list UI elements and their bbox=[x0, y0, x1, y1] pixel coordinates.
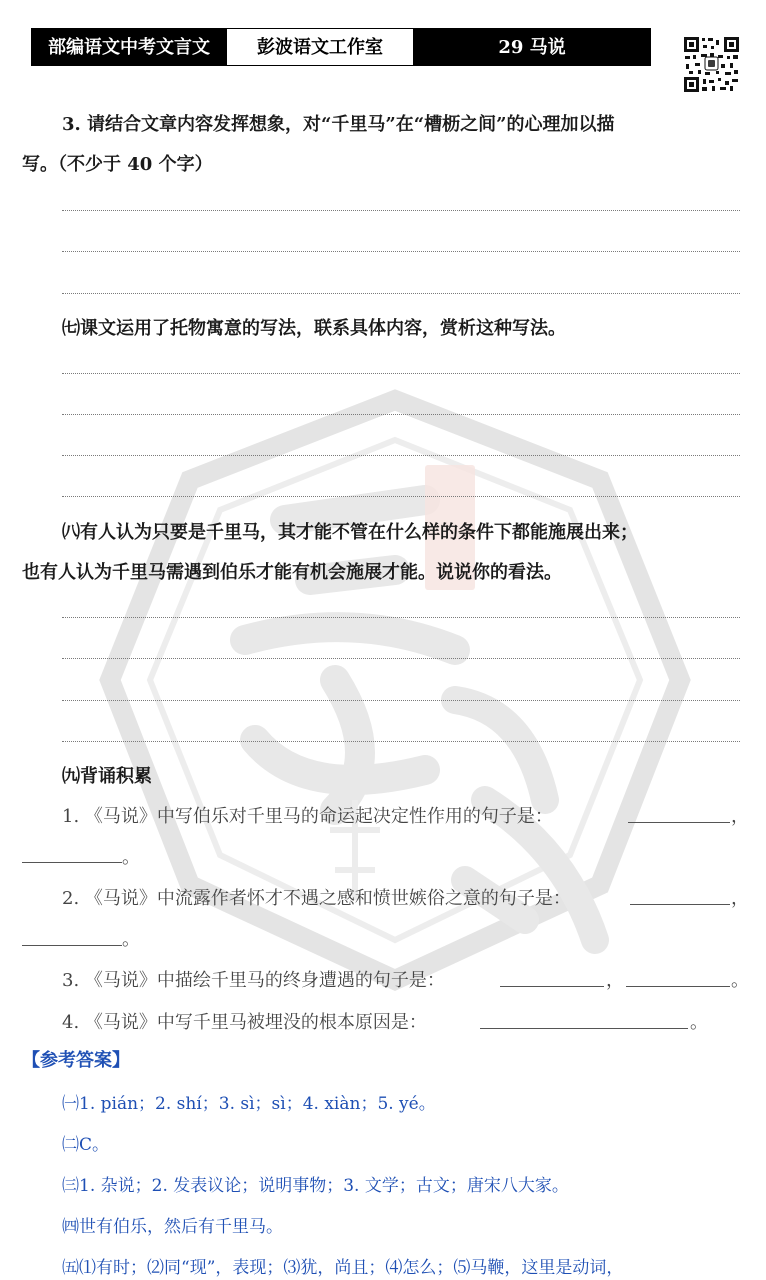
fill-blank[interactable] bbox=[480, 1012, 688, 1029]
period-mark: 。 bbox=[731, 970, 749, 991]
answer-3: ㈢1. 杂说；2. 发表议论；说明事物；3. 文学；古文；唐宋八大家。 bbox=[62, 1176, 569, 1196]
period-mark: 。 bbox=[122, 847, 140, 868]
qr-code-icon bbox=[683, 36, 740, 93]
fill-blank[interactable] bbox=[630, 888, 730, 905]
q9-item2 bbox=[62, 884, 571, 910]
q8-text-line1: ㈧有人认为只要是千里马，其才能不管在什么样的条件下都能施展出来； bbox=[62, 522, 638, 543]
answer-4: ㈣世有伯乐，然后有千里马。 bbox=[62, 1217, 283, 1237]
q3-text-line2: 写。（不少于 40 个字） bbox=[22, 154, 213, 175]
q3-text-line1: 3. 请结合文章内容发挥想象，对“千里马”在“槽枥之间”的心理加以描 bbox=[62, 114, 615, 135]
q9-item1-text: 1. 《马说》中写伯乐对千里马的命运起决定性作用的句子是： bbox=[62, 806, 553, 827]
answers-title: 【参考答案】 bbox=[22, 1050, 130, 1071]
q9-item2-text: 2. 《马说》中流露作者怀才不遇之感和愤世嫉俗之意的句子是： bbox=[62, 888, 571, 909]
answer-line[interactable] bbox=[62, 496, 740, 497]
header-lesson: 29 马说 bbox=[413, 28, 651, 66]
period-mark: 。 bbox=[690, 1012, 708, 1033]
period-mark: 。 bbox=[122, 929, 140, 950]
answer-line[interactable] bbox=[62, 700, 740, 701]
answer-line[interactable] bbox=[62, 414, 740, 415]
answer-line[interactable] bbox=[62, 293, 740, 294]
q9-item3-text: 3. 《马说》中描绘千里马的终身遭遇的句子是： bbox=[62, 970, 445, 991]
comma-mark: ， bbox=[606, 970, 624, 991]
answer-line[interactable] bbox=[62, 210, 740, 211]
q9-item3 bbox=[62, 966, 445, 992]
header-bar bbox=[31, 28, 651, 66]
q9-item4 bbox=[62, 1008, 427, 1034]
comma-mark: ， bbox=[731, 806, 749, 827]
fill-blank[interactable] bbox=[22, 846, 122, 863]
q9-title: ㈨背诵积累 bbox=[62, 766, 152, 787]
comma-mark: ， bbox=[731, 888, 749, 909]
answer-line[interactable] bbox=[62, 658, 740, 659]
answer-line[interactable] bbox=[62, 617, 740, 618]
q9-item1 bbox=[62, 802, 553, 828]
answer-line[interactable] bbox=[62, 251, 740, 252]
answer-1: ㈠1. pián；2. shí；3. sì；sì；4. xiàn；5. yé。 bbox=[62, 1094, 436, 1114]
q8-text-line2: 也有人认为千里马需遇到伯乐才能有机会施展才能。说说你的看法。 bbox=[22, 562, 562, 583]
header-series: 部编语文中考文言文 bbox=[31, 28, 227, 66]
header-studio: 彭波语文工作室 bbox=[227, 28, 413, 66]
fill-blank[interactable] bbox=[628, 806, 730, 823]
answer-2: ㈡C。 bbox=[62, 1135, 110, 1155]
fill-blank[interactable] bbox=[22, 929, 122, 946]
answer-line[interactable] bbox=[62, 455, 740, 456]
q7-text: ㈦课文运用了托物寓意的写法，联系具体内容，赏析这种写法。 bbox=[62, 318, 566, 339]
fill-blank[interactable] bbox=[626, 970, 730, 987]
answer-line[interactable] bbox=[62, 741, 740, 742]
q9-item4-text: 4. 《马说》中写千里马被埋没的根本原因是： bbox=[62, 1012, 427, 1033]
answer-5: ㈤⑴有时；⑵同“现”，表现；⑶犹，尚且；⑷怎么；⑸马鞭，这里是动词， bbox=[62, 1258, 624, 1278]
fill-blank[interactable] bbox=[500, 970, 604, 987]
answer-line[interactable] bbox=[62, 373, 740, 374]
